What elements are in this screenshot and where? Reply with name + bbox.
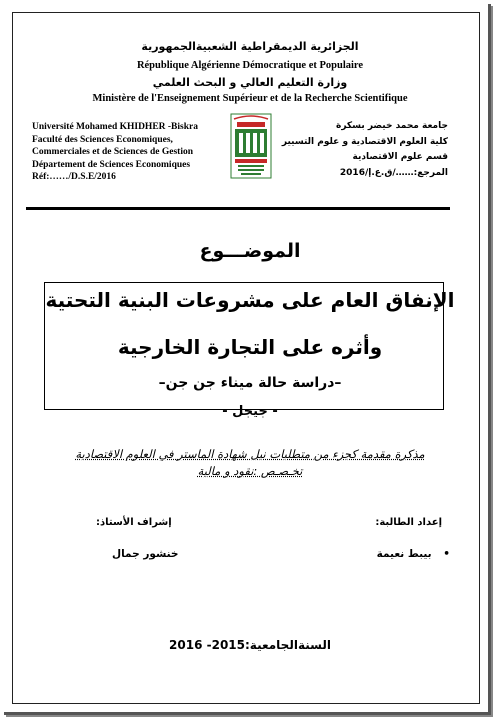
memo-statement: مذكرة مقدمة كجزء من متطلبات نيل شهادة الماستر في العلوم الاقتصادية (75, 447, 425, 461)
student-entry (377, 548, 450, 560)
supervisor-name: خنشور جمال (112, 548, 179, 560)
academic-year: السنةالجامعية:2015- 2016 (169, 638, 331, 652)
university-name-fr: Université Mohamed KHIDHER -Biskra (32, 122, 198, 132)
republic-fr: République Algérienne Démocratique et Populaire (136, 60, 364, 71)
thesis-title-line1: الإنفاق العام على مشروعات البنية التحتية (45, 288, 455, 312)
university-emblem-icon (230, 113, 272, 179)
case-study-line2: - جيجل - (222, 404, 278, 419)
reference-fr: Réf:……/D.S.E/2016 (32, 172, 116, 182)
university-block-fr (32, 121, 232, 184)
student-name: بيبط نعيمة (376, 548, 432, 560)
bullet-icon: • (443, 548, 450, 560)
header-divider (26, 207, 450, 210)
case-study-line1: –دراسة حالة ميناء جن جن– (158, 375, 342, 391)
supervisor-label: إشراف الأستاذ: (96, 517, 172, 528)
subject-label: الموضـــوع (199, 240, 301, 262)
university-block-ar (278, 119, 448, 181)
department-fr: Département de Sciences Economiques (32, 159, 191, 170)
university-name-ar: جامعة محمد خيضر بسكرة (336, 121, 448, 131)
faculty-fr-cont: Commerciales et de Sciences de Gestion (32, 147, 194, 157)
student-label: إعداد الطالبة: (375, 517, 442, 528)
department-ar: قسم علوم الاقتصادية (352, 152, 448, 162)
faculty-ar: كلية العلوم الاقتصادية و علوم التسيير (281, 136, 448, 147)
republic-ar: الجزائرية الديمقراطية الشعبيةالجمهورية (141, 40, 359, 53)
faculty-fr: Faculté des Sciences Economiques, (32, 134, 173, 145)
ministry-fr: Ministère de l'Enseignement Supérieur et de la Recherche Scientifique (92, 93, 408, 104)
reference-ar: المرجع:……/ق.ع.إ/2016 (339, 167, 448, 178)
specialization: تخـصـص :نقود و مالية (197, 464, 303, 478)
ministry-ar: وزارة التعليم العالي و البحث العلمي (152, 76, 348, 89)
thesis-title-line2: وأثره على التجارة الخارجية (117, 335, 383, 359)
